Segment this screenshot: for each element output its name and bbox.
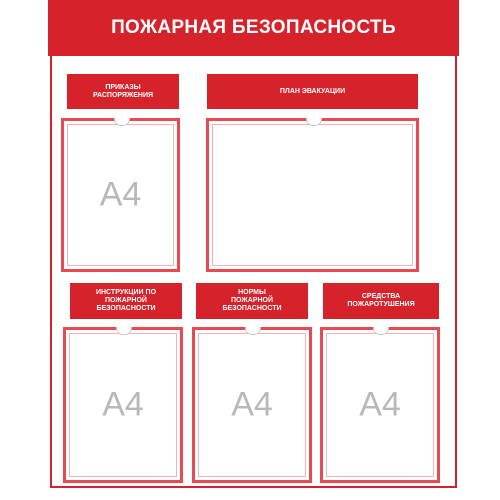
instructions-pocket [63, 327, 183, 483]
pocket-notch [116, 327, 132, 335]
extinguishers-pocket [320, 327, 440, 483]
evacuation-plan-pocket [206, 118, 419, 272]
board-header [48, 0, 459, 56]
orders-pocket [61, 118, 180, 272]
pocket-notch [306, 118, 322, 126]
instructions-pocket-a4: А4 [102, 385, 144, 424]
orders-pocket-a4: А4 [99, 175, 142, 214]
extinguishers-label: СРЕДСТВА ПОЖАРОТУШЕНИЯ [323, 283, 439, 319]
pocket-notch [114, 118, 130, 126]
norms-label: НОРМЫ ПОЖАРНОЙ БЕЗОПАСНОСТИ [196, 283, 308, 319]
norms-pocket [192, 327, 312, 483]
extinguishers-pocket-a4: А4 [359, 385, 401, 424]
pocket-notch [373, 327, 389, 335]
instructions-label: ИНСТРУКЦИИ ПО ПОЖАРНОЙ БЕЗОПАСНОСТИ [70, 283, 182, 319]
board-title: ПОЖАРНАЯ БЕЗОПАСНОСТЬ [111, 17, 396, 38]
pocket-notch [245, 327, 261, 335]
evacuation-plan-label: ПЛАН ЭВАКУАЦИИ [207, 74, 418, 109]
orders-label: ПРИКАЗЫ РАСПОРЯЖЕНИЯ [67, 74, 179, 109]
norms-pocket-a4: А4 [231, 385, 273, 424]
